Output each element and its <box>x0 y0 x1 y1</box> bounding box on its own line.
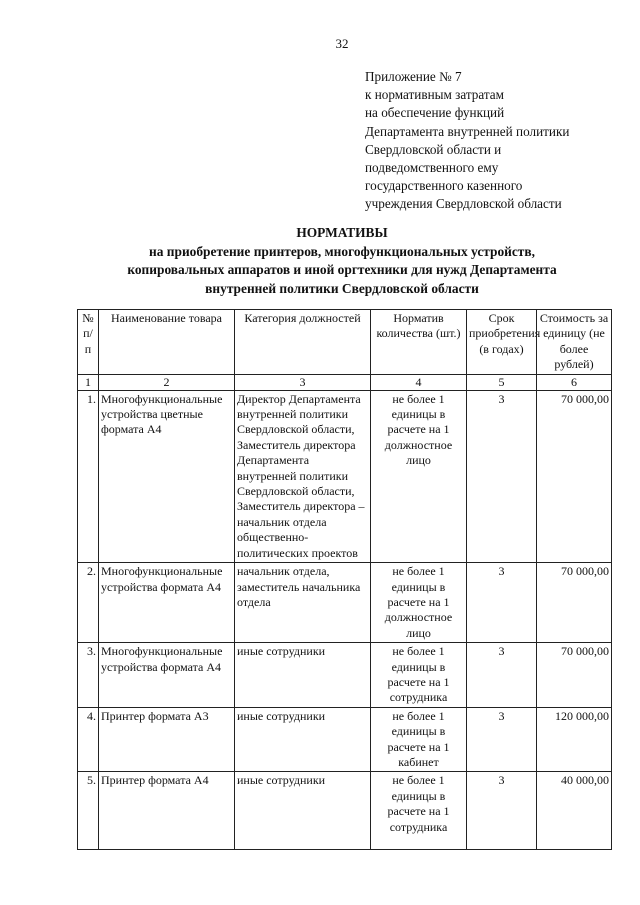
row-price: 40 000,00 <box>537 772 612 850</box>
table-row <box>78 643 612 708</box>
row-norm: не более 1 единицы в расчете на 1 должностное лицо <box>371 563 467 643</box>
header-norm: Норматив количества (шт.) <box>371 310 467 375</box>
table-row <box>78 707 612 772</box>
row-category: Директор Департамента внутренней политики Свердловской области, Заместитель директора Департамента внутренней политики Свердловской области, Заместитель директора – начальник отдела общественно-политических проектов <box>235 390 371 562</box>
appendix-line: к нормативным затратам <box>365 87 504 103</box>
row-price: 120 000,00 <box>537 707 612 772</box>
row-norm: не более 1 единицы в расчете на 1 кабинет <box>371 707 467 772</box>
title-line: копировальных аппаратов и иной оргтехники для нужд Департамента <box>127 262 557 277</box>
row-price: 70 000,00 <box>537 390 612 562</box>
column-index: 2 <box>99 374 235 390</box>
row-term: 3 <box>467 707 537 772</box>
row-num: 4. <box>78 707 99 772</box>
column-index: 1 <box>78 374 99 390</box>
column-index-row <box>78 374 612 390</box>
table-header-row <box>78 310 612 375</box>
row-name: Многофункциональные устройства формата А4 <box>99 563 235 643</box>
title-line: внутренней политики Свердловской области <box>205 280 479 296</box>
row-category: иные сотрудники <box>235 643 371 708</box>
row-name: Многофункциональные устройства формата А4 <box>99 643 235 708</box>
row-name: Принтер формата А3 <box>99 707 235 772</box>
row-num: 3. <box>78 643 99 708</box>
row-norm: не более 1 единицы в расчете на 1 сотрудника <box>371 772 467 850</box>
table-row <box>78 772 612 850</box>
row-num: 1. <box>78 390 99 562</box>
header-name: Наименование товара <box>99 310 235 375</box>
table-row <box>78 390 612 562</box>
row-norm: не более 1 единицы в расчете на 1 должностное лицо <box>371 390 467 562</box>
column-index: 5 <box>467 374 537 390</box>
row-category: иные сотрудники <box>235 772 371 850</box>
row-term: 3 <box>467 643 537 708</box>
title-line: на приобретение принтеров, многофункциональных устройств, <box>149 243 535 259</box>
appendix-line: Свердловской области и <box>365 141 502 157</box>
appendix-line: Приложение № 7 <box>365 69 462 84</box>
column-index: 6 <box>537 374 612 390</box>
row-name: Принтер формата А4 <box>99 772 235 850</box>
title-heading: НОРМАТИВЫ <box>296 225 388 240</box>
row-term: 3 <box>467 772 537 850</box>
appendix-line: Департамента внутренней политики <box>365 123 570 139</box>
row-category: иные сотрудники <box>235 707 371 772</box>
norms-table <box>77 309 612 850</box>
row-num: 2. <box>78 563 99 643</box>
row-norm: не более 1 единицы в расчете на 1 сотрудника <box>371 643 467 708</box>
appendix-line: государственного казенного <box>365 178 523 194</box>
page-number: 32 <box>335 36 349 51</box>
header-category: Категория должностей <box>235 310 371 375</box>
header-num: № п/п <box>78 310 99 375</box>
row-name: Многофункциональные устройства цветные формата А4 <box>99 390 235 562</box>
column-index: 4 <box>371 374 467 390</box>
appendix-line: на обеспечение функций <box>365 105 505 121</box>
row-category: начальник отдела, заместитель начальника отдела <box>235 563 371 643</box>
header-price: Стоимость за единицу (не более рублей) <box>537 310 612 375</box>
row-term: 3 <box>467 563 537 643</box>
row-price: 70 000,00 <box>537 643 612 708</box>
appendix-note <box>365 68 625 214</box>
row-price: 70 000,00 <box>537 563 612 643</box>
column-index: 3 <box>235 374 371 390</box>
appendix-line: подведомственного ему <box>365 160 499 176</box>
row-term: 3 <box>467 390 537 562</box>
row-num: 5. <box>78 772 99 850</box>
appendix-line: учреждения Свердловской области <box>365 196 562 212</box>
header-term: Срок приобретения (в годах) <box>467 310 537 375</box>
document-title <box>80 224 604 298</box>
table-row <box>78 563 612 643</box>
